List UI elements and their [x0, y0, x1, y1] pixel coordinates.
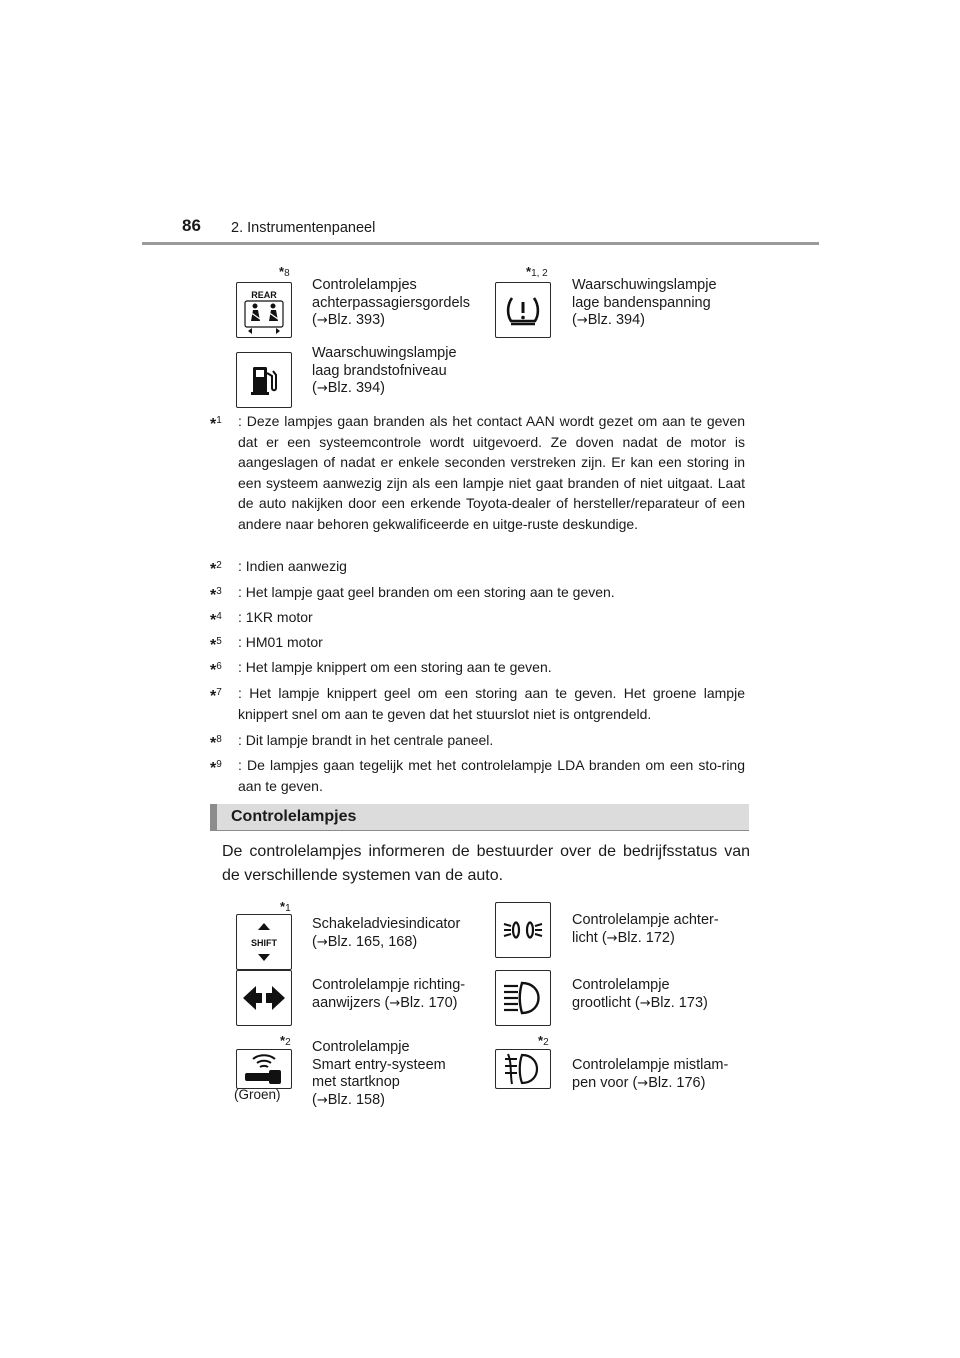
smart-entry-icon	[236, 1049, 292, 1089]
footnote-9: *$^9$ : De lampjes gaan tegelijk met het controlelampje LDA branden om een sto-ring aan te geven.	[210, 757, 745, 794]
chapter-title: 2. Instrumentenpaneel	[231, 220, 376, 236]
turn-signal-icon	[236, 970, 292, 1026]
tire-pressure-warning-icon	[495, 282, 551, 338]
smart-entry-color-caption: (Groen)	[234, 1087, 281, 1102]
indicator-label-tail-light: Controlelampje achter- licht (→Blz. 172)	[572, 912, 719, 946]
high-beam-icon	[495, 970, 551, 1026]
warning-label-tire-pressure: Waarschuwingslampje lage bandenspanning (→Blz. 394)	[572, 277, 717, 328]
indicator-label-smart-entry: Controlelampje Smart entry-systeem met startknop (→Blz. 158)	[312, 1039, 446, 1108]
footnote-ref: *8	[279, 264, 290, 279]
indicator-label-turn-signal: Controlelampje richting- aanwijzers (→Blz. 170)	[312, 977, 466, 1011]
warning-label-fuel: Waarschuwingslampje laag brandstofniveau (→Blz. 394)	[312, 345, 457, 396]
rear-seatbelt-reminder-icon	[236, 282, 292, 338]
footnote-7: *$^7$ : Het lampje knippert geel om een storing aan te geven. Het groene lampje knippert snel om aan te geven dat het stuurslot niet is ontgrendeld.	[210, 685, 745, 722]
footnote-1: *$^1$ : Deze lampjes gaan branden als het contact AAN wordt gezet om aan te geven dat er een systeemcontrole wordt uitgevoerd. Ze doven nadat de motor is aangeslagen of nadat er enkele seconden verstreken zijn. Er kan een storing in een systeem aanwezig zijn als een lampje niet gaat branden of niet uitgaat. Laat de auto nakijken door een erkende Toyota-dealer of hersteller/reparateur of een andere naar behoren gekwalificeerde en uitge-ruste deskundige.	[210, 413, 745, 532]
svg-text:REAR: REAR	[251, 290, 277, 300]
tail-light-icon	[495, 902, 551, 958]
footnote-ref: *1	[280, 899, 291, 914]
page-number: 86	[182, 216, 201, 235]
footnote-ref: *2	[538, 1033, 549, 1048]
section-header	[210, 804, 749, 831]
fuel-pump-icon	[236, 352, 292, 408]
warning-label-rear-seatbelt: Controlelampjes achterpassagiersgordels (→Blz. 393)	[312, 277, 470, 328]
indicator-label-shift: Schakeladviesindicator (→Blz. 165, 168)	[312, 916, 461, 950]
svg-text:SHIFT: SHIFT	[251, 938, 277, 948]
footnote-ref: *1, 2	[526, 264, 548, 279]
header-divider	[142, 242, 819, 245]
shift-indicator-icon	[236, 914, 292, 970]
section-title: Controlelampjes	[231, 808, 357, 825]
section-intro: De controlelampjes informeren de bestuurder over de bedrijfsstatus van de verschillende systemen van de auto.	[222, 843, 750, 884]
front-fog-light-icon	[495, 1049, 551, 1089]
footnote-ref: *2	[280, 1033, 291, 1048]
indicator-label-high-beam: Controlelampje grootlicht (→Blz. 173)	[572, 977, 708, 1011]
indicator-label-front-fog: Controlelampje mistlam- pen voor (→Blz. 176)	[572, 1057, 729, 1091]
